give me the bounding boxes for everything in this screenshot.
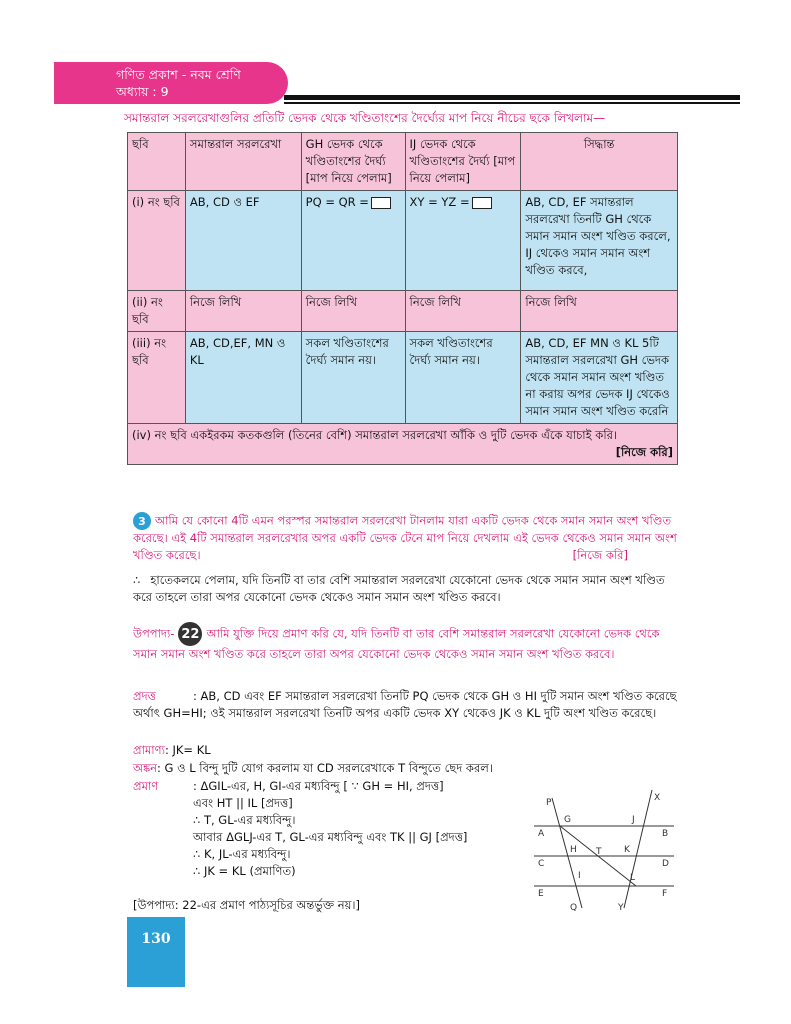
- label-Y: Y: [618, 903, 624, 913]
- theorem-22: উপপাদ্য- 22 আমি যুক্তি দিয়ে প্রমাণ করি যে, যদি তিনটি বা তার বেশি সমান্তরাল সরলরেখা যেকোনো ভেদক থেকে সমান সমান অংশ খণ্ডিত করে তাহলে তারা অপর যেকোনো ভেদক থেকেও সমান সমান অংশ খণ্ডিত করবে।: [133, 622, 678, 663]
- chapter-header: [54, 62, 288, 104]
- answer-box[interactable]: [371, 197, 391, 209]
- table-cell: নিজে লিখি: [521, 291, 678, 332]
- chapter-number: অধ্যায় : 9: [116, 84, 169, 99]
- theorem-label: উপপাদ্য-: [133, 626, 175, 641]
- table-header: ছবি: [128, 133, 186, 191]
- self-do-note: [নিজে করি]: [572, 548, 628, 562]
- table-header: GH ভেদক থেকে খণ্ডিতাংশের দৈর্ঘ্য [মাপ নিয়ে পেলাম]: [301, 133, 405, 191]
- table-cell: PQ = QR =: [301, 191, 405, 291]
- hence-statement: ∴ হাতেকলমে পেলাম, যদি তিনটি বা তার বেশি সমান্তরাল সরলরেখা যেকোনো ভেদক থেকে সমান সমান অংশ খণ্ডিত করে তাহলে তারা অপর যেকোনো ভেদক থেকেও সমান সমান অংশ খণ্ডিত করবে।: [133, 573, 665, 604]
- label-D: D: [662, 859, 669, 869]
- page-number: 130: [127, 917, 185, 987]
- table-header: IJ ভেদক থেকে খণ্ডিতাংশের দৈর্ঘ্য [মাপ নিয়ে পেলাম]: [405, 133, 521, 191]
- table-cell: নিজে লিখি: [185, 291, 301, 332]
- book-title: গণিত প্রকাশ - নবম শ্রেণি: [116, 67, 241, 82]
- table-cell: (iii) নং ছবি: [128, 332, 186, 424]
- answer-box[interactable]: [472, 197, 492, 209]
- label-Q: Q: [570, 903, 578, 913]
- label-C: C: [538, 859, 545, 869]
- table-row: [128, 332, 678, 424]
- table-cell: XY = YZ =: [405, 191, 521, 291]
- label-H: H: [570, 845, 577, 855]
- table-cell-wide: (iv) নং ছবি একইরকম কতকগুলি (তিনের বেশি) সমান্তরাল সরলরেখা আঁকি ও দুটি ভেদক এঁকে যাচাই করি। [নিজে করি]: [128, 424, 678, 465]
- table-row: [128, 424, 678, 465]
- theorem-badge: 22: [178, 622, 202, 646]
- syllabus-note: [উপপাদ্য: 22-এর প্রমাণ পাঠ্যসূচির অন্তর্ভুক্ত নয়।]: [133, 898, 360, 912]
- table-cell: সকল খণ্ডিতাংশের দৈর্ঘ্য সমান নয়।: [301, 332, 405, 424]
- table-cell: AB, CD ও EF: [185, 191, 301, 291]
- activity-3: 3 আমি যে কোনো 4টি এমন পরস্পর সমান্তরাল সরলরেখা টানলাম যারা একটি ভেদক থেকে সমান সমান অংশ খণ্ডিত করেছে। এই 4টি সমান্তরাল সরলরেখার অপর একটি ভেদক টেনে মাপ নিয়ে দেখলাম এই ভেদক থেকেও সমান সমান অংশ খণ্ডিত করেছে। [নিজে করি]: [133, 513, 677, 562]
- construction: অঙ্কন: G ও L বিন্দু দুটি যোগ করলাম যা CD সরলরেখাকে T বিন্দুতে ছেদ করল।: [133, 761, 493, 775]
- table-header: সমান্তরাল সরলরেখা: [185, 133, 301, 191]
- label-J: J: [632, 815, 635, 825]
- table-cell: নিজে লিখি: [405, 291, 521, 332]
- label-X: X: [654, 793, 661, 803]
- label-K: K: [624, 845, 630, 855]
- parallel-lines-figure: [524, 780, 684, 915]
- number-badge: 3: [133, 512, 151, 530]
- table-cell: সকল খণ্ডিতাংশের দৈর্ঘ্য সমান নয়।: [405, 332, 521, 424]
- table-cell: AB, CD, EF সমান্তরাল সরলরেখা তিনটি GH থেকে সমান সমান অংশ খণ্ডিত করলে, IJ থেকেও সমান সমান অংশ খণ্ডিত করবে,: [521, 191, 678, 291]
- label-P: P: [546, 798, 552, 808]
- label-E: E: [538, 889, 544, 899]
- intro-text: সমান্তরাল সরলরেখাগুলির প্রতিটি ভেদক থেকে খণ্ডিতাংশের দৈর্ঘ্যের মাপ নিয়ে নীচের ছকে লিখলাম—: [124, 111, 606, 125]
- table-cell: (i) নং ছবি: [128, 191, 186, 291]
- label-A: A: [538, 829, 545, 839]
- table-cell: নিজে লিখি: [301, 291, 405, 332]
- label-F: F: [662, 889, 668, 899]
- measurement-table: [127, 132, 678, 465]
- to-prove: প্রামাণ্য: JK= KL: [133, 743, 211, 757]
- table-cell: AB, CD, EF MN ও KL 5টি সমান্তরাল সরলরেখা GH ভেদক থেকে সমান সমান অংশ খণ্ডিত না করায় অপর ভেদক IJ থেকেও সমান সমান অংশ খণ্ডিত করেনি: [521, 332, 678, 424]
- table-row: [128, 191, 678, 291]
- header-rule: [284, 95, 740, 100]
- table-header-row: [128, 133, 678, 191]
- table-row: [128, 291, 678, 332]
- table-cell: (ii) নং ছবি: [128, 291, 186, 332]
- table-cell: AB, CD,EF, MN ও KL: [185, 332, 301, 424]
- table-header: সিদ্ধান্ত: [521, 133, 678, 191]
- header-rule-thin: [284, 102, 740, 104]
- label-G: G: [564, 815, 571, 825]
- label-T: T: [596, 847, 602, 857]
- label-L: L: [630, 873, 636, 883]
- label-B: B: [662, 829, 669, 839]
- label-I: I: [578, 871, 581, 881]
- proof-block: প্রমাণ : ΔGIL-এর, H, GI-এর মধ্যবিন্দু [ ∵ GH = HI, প্রদত্ত] এবং HT || IL [প্রদত্ত] ∴ T, GL-এর মধ্যবিন্দু। আবার ΔGLJ-এর T, GL-এর মধ্যবিন্দু এবং TK || GJ [প্রদত্ত] ∴ K, JL-এর মধ্যবিন্দু। ∴ JK = KL (প্রমাণিত): [133, 779, 468, 878]
- given-block: প্রদত্ত : AB, CD এবং EF সমান্তরাল সরলরেখা তিনটি PQ ভেদক থেকে GH ও HI দুটি সমান অংশ খণ্ডিত করেছে অর্থাৎ GH=HI; ওই সমান্তরাল সরলরেখা তিনটি অপর একটি ভেদক XY থেকেও JK ও KL দুটি অংশ খণ্ডিত করেছে।: [133, 689, 677, 720]
